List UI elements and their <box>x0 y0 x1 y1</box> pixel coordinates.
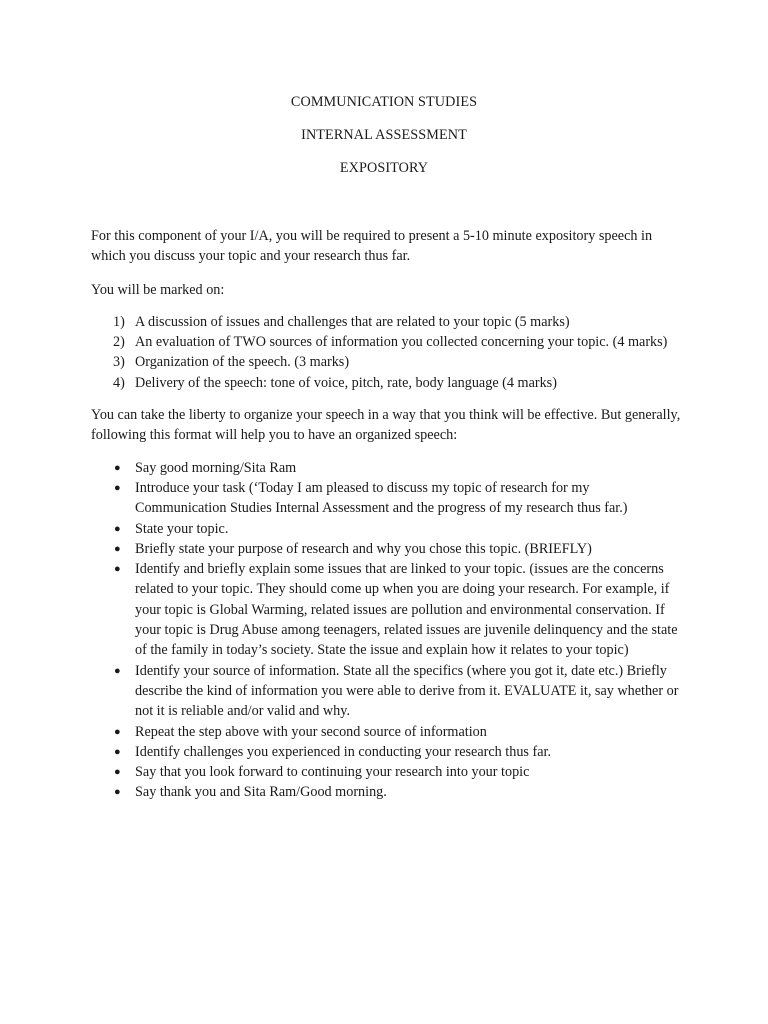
bullet-icon: ● <box>114 461 121 474</box>
criteria-number: 4) <box>113 374 125 391</box>
bullet-icon: ● <box>114 563 121 576</box>
list-item-text: Say good morning/Sita Ram <box>135 459 297 476</box>
bullet-icon: ● <box>114 786 121 799</box>
bullet-icon: ● <box>114 542 121 555</box>
list-item-text: Identify and briefly explain some issues that are linked to your topic. (issues are the concerns related to your topic. They should come up when you are doing your research. For example, if your topic is Global Warming, related issues are pollution and environmental conservation. If your topic is Drug Abuse among teenagers, related issues are juvenile delinquency and the state of the family in today’s society. State the issue and explain how it relates to your topic) <box>135 561 678 659</box>
bullet-icon: ● <box>114 745 121 758</box>
criteria-list <box>91 312 681 393</box>
format-intro-paragraph: You can take the liberty to organize your speech in a way that you think will be effective. But generally, following this format will help you to have an organized speech: <box>91 407 681 444</box>
bullet-icon: ● <box>114 766 121 779</box>
list-item-text: Say thank you and Sita Ram/Good morning. <box>135 784 387 801</box>
intro-paragraph: For this component of your I/A, you will be required to present a 5-10 minute expository speech in which you discuss your topic and your research thus far. <box>91 228 653 265</box>
marked-on-heading: You will be marked on: <box>91 281 225 298</box>
list-item <box>91 478 681 519</box>
criteria-text: An evaluation of TWO sources of information you collected concerning your topic. (4 marks) <box>135 334 668 351</box>
list-item <box>91 742 681 762</box>
criteria-item <box>91 373 681 393</box>
bullet-icon: ● <box>114 522 121 535</box>
list-item <box>91 762 681 782</box>
list-item <box>91 539 681 559</box>
list-item-text: Identify challenges you experienced in conducting your research thus far. <box>135 743 552 760</box>
criteria-number: 1) <box>113 313 125 330</box>
speech-type-title: EXPOSITORY <box>339 160 429 176</box>
list-item-text: Say that you look forward to continuing your research into your topic <box>135 764 530 781</box>
criteria-text: Organization of the speech. (3 marks) <box>135 354 350 371</box>
criteria-text: Delivery of the speech: tone of voice, pitch, rate, body language (4 marks) <box>135 374 557 391</box>
document-body <box>91 226 681 803</box>
list-item <box>91 559 681 660</box>
list-item <box>91 661 681 722</box>
list-item <box>91 782 681 802</box>
list-item <box>91 722 681 742</box>
criteria-item <box>91 352 681 372</box>
bullet-icon: ● <box>114 481 121 494</box>
list-item-text: Introduce your task (‘Today I am pleased to discuss my topic of research for my Communication Studies Internal Assessment and the progress of my research thus far.) <box>135 479 628 517</box>
criteria-text: A discussion of issues and challenges that are related to your topic (5 marks) <box>135 313 570 330</box>
list-item-text: State your topic. <box>135 520 229 537</box>
criteria-number: 2) <box>113 334 125 351</box>
format-steps-list <box>91 458 681 803</box>
assessment-title: INTERNAL ASSESSMENT <box>301 127 467 143</box>
bullet-icon: ● <box>114 664 121 677</box>
criteria-number: 3) <box>113 354 125 371</box>
criteria-item <box>91 312 681 332</box>
list-item-text: Briefly state your purpose of research and why you chose this topic. (BRIEFLY) <box>135 540 592 557</box>
list-item <box>91 519 681 539</box>
title-block <box>0 92 768 191</box>
list-item <box>91 458 681 478</box>
course-title: COMMUNICATION STUDIES <box>290 94 478 110</box>
list-item-text: Repeat the step above with your second source of information <box>135 723 487 740</box>
bullet-icon: ● <box>114 725 121 738</box>
criteria-item <box>91 332 681 352</box>
list-item-text: Identify your source of information. State all the specifics (where you got it, date etc.) Briefly describe the kind of information you were able to derive from it. EVALUATE it, say whether or not it is reliable and/or valid and why. <box>135 662 679 720</box>
